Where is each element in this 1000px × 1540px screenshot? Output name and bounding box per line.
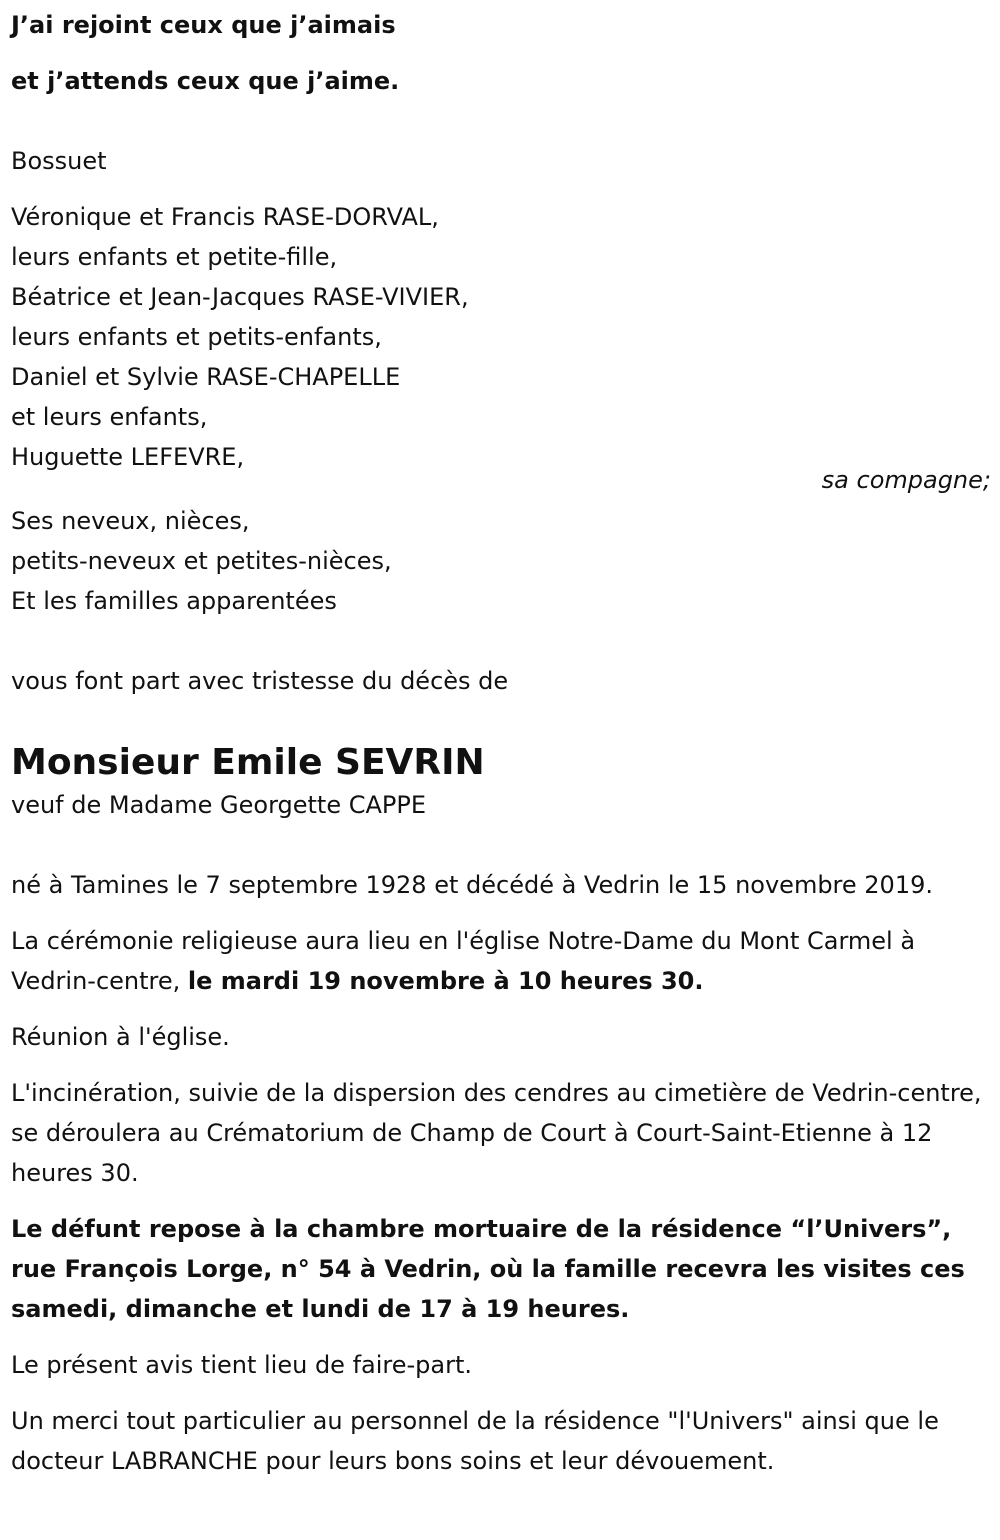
family-line: Daniel et Sylvie RASE-CHAPELLE (11, 363, 401, 391)
ceremony-text: La cérémonie religieuse aura lieu en l'église Notre-Dame du Mont Carmel à Vedrin-centre, (11, 927, 916, 995)
family-line: leurs enfants et petits-enfants, (11, 323, 382, 351)
quote-line-1: J’ai rejoint ceux que j’aimais (11, 11, 396, 39)
relatives-line: Ses neveux, nièces, (11, 507, 250, 535)
family-line: et leurs enfants, (11, 403, 208, 431)
family-list (11, 197, 991, 477)
meeting-paragraph: Réunion à l'église. (11, 1023, 230, 1051)
repose-paragraph: Le défunt repose à la chambre mortuaire de la résidence “l’Univers”, rue François Lorge, n° 54 à Vedrin, où la famille recevra les visites ces samedi, dimanche et lundi de 17 à 19 heures. (11, 1215, 965, 1323)
relatives-line: petits-neveux et petites-nièces, (11, 547, 392, 575)
quote-line-2: et j’attends ceux que j’aime. (11, 67, 400, 95)
announcement: vous font part avec tristesse du décès de (11, 667, 509, 695)
family-line: leurs enfants et petite-fille, (11, 243, 338, 271)
birth-death-dates: né à Tamines le 7 septembre 1928 et décédé à Vedrin le 15 novembre 2019. (11, 871, 933, 899)
relatives-list (11, 501, 991, 621)
family-line: Huguette LEFEVRE, (11, 443, 245, 471)
relatives-line: Et les familles apparentées (11, 587, 337, 615)
notice-paragraph: Le présent avis tient lieu de faire-part. (11, 1351, 473, 1379)
obituary-notice (11, 5, 991, 1481)
ceremony-paragraph (11, 921, 991, 1001)
deceased-name: Monsieur Emile SEVRIN (11, 742, 485, 783)
family-line: Véronique et Francis RASE-DORVAL, (11, 203, 439, 231)
thanks-paragraph: Un merci tout particulier au personnel de la résidence "l'Univers" ainsi que le docteur LABRANCHE pour leurs bons soins et leur dévouement. (11, 1407, 939, 1475)
ceremony-date: le mardi 19 novembre à 10 heures 30. (187, 967, 704, 995)
cremation-paragraph: L'incinération, suivie de la dispersion des cendres au cimetière de Vedrin-centre, se déroulera au Crématorium de Champ de Court à Court-Saint-Etienne à 12 heures 30. (11, 1079, 982, 1187)
quote-author: Bossuet (11, 147, 107, 175)
widow-of: veuf de Madame Georgette CAPPE (11, 791, 427, 819)
companion-note: sa compagne; (821, 466, 991, 494)
family-line: Béatrice et Jean-Jacques RASE-VIVIER, (11, 283, 469, 311)
